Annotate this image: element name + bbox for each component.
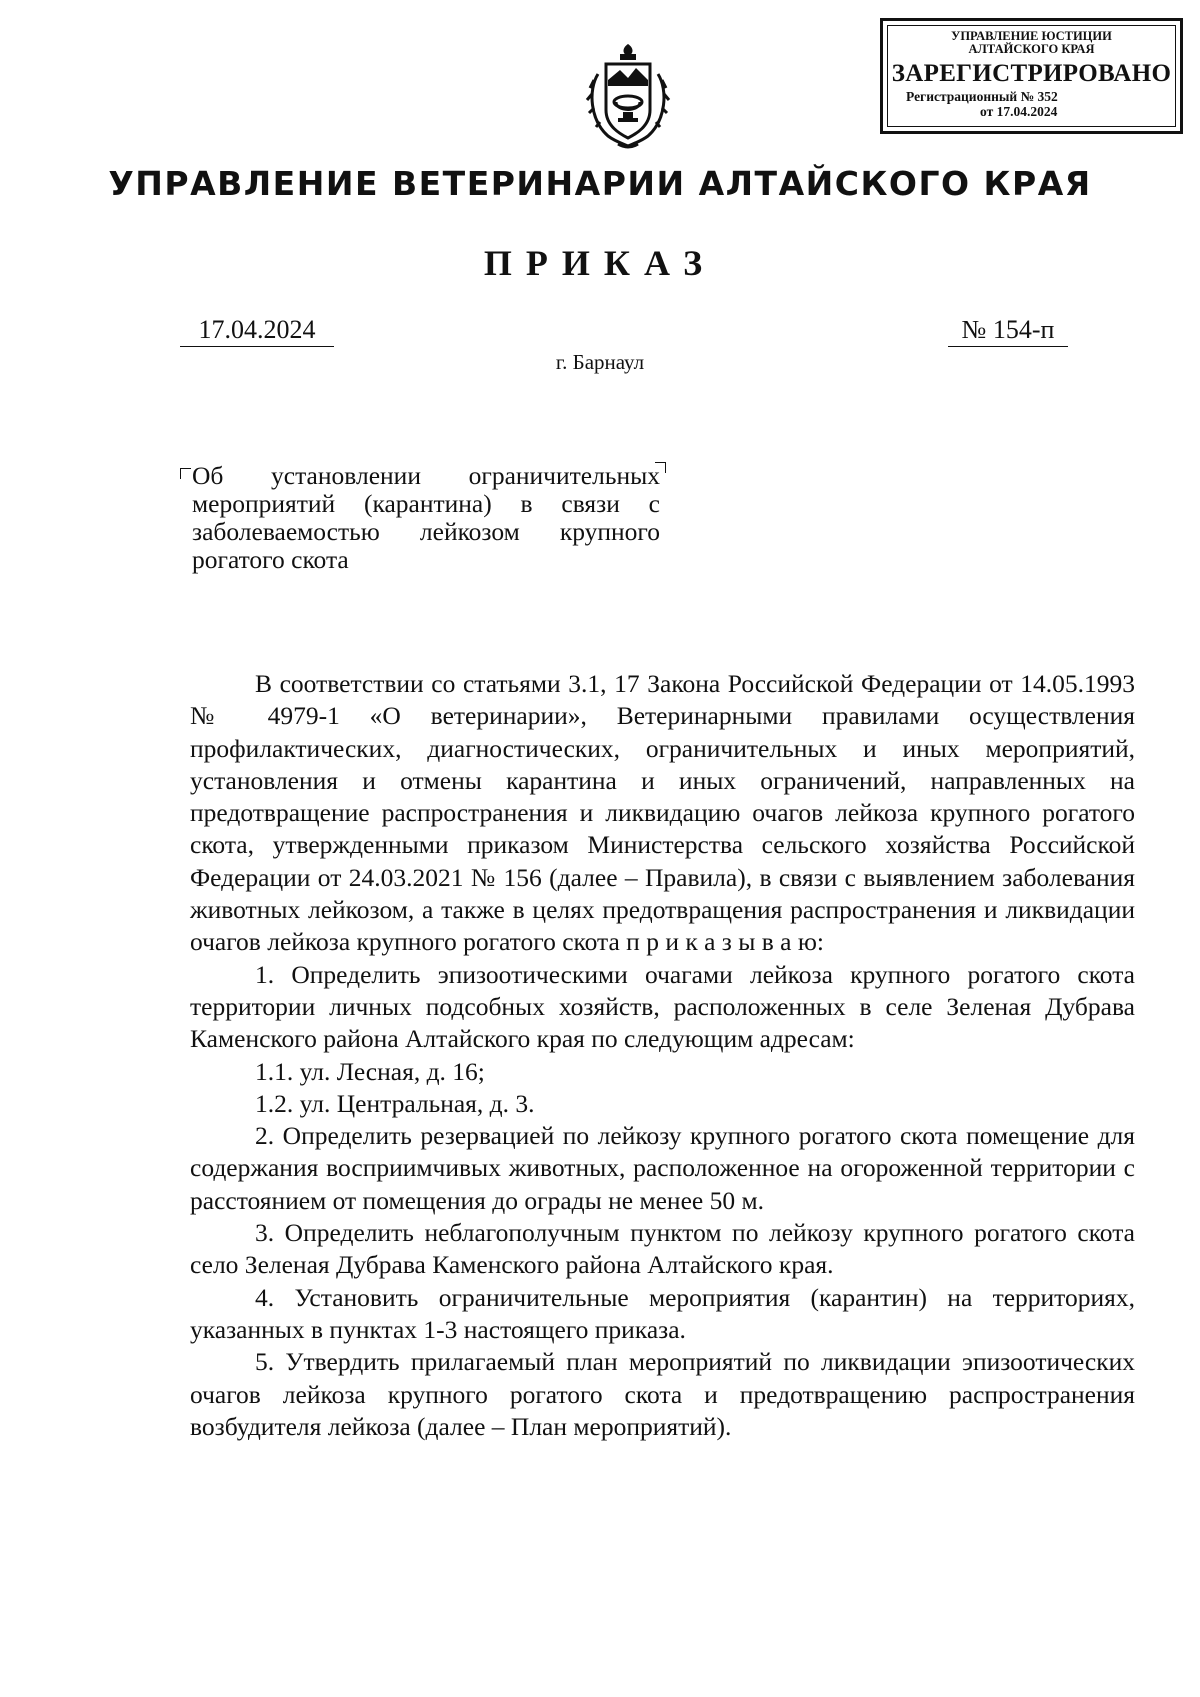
item-3: 3. Определить неблагополучным пунктом по лейкозу крупного рогатого скота село Зеленая Дубрава Каменского района Алтайского края. xyxy=(190,1218,1135,1280)
stamp-reg-number: Регистрационный № 352 xyxy=(906,89,1058,104)
item-1: 1. Определить эпизоотическими очагами лейкоза крупного рогатого скота территории личных подсобных хозяйств, расположенных в селе Зеленая Дубрава Каменского района Алтайского края по следующим адресам: xyxy=(190,959,1135,1054)
preamble-paragraph xyxy=(190,668,1135,959)
city: г. Барнаул xyxy=(555,350,645,374)
stamp-status: ЗАРЕГИСТРИРОВАНО xyxy=(891,60,1172,87)
document-type: ПРИКАЗ xyxy=(483,243,717,283)
stamp-department: УПРАВЛЕНИЕ ЮСТИЦИИ АЛТАЙСКОГО КРАЯ xyxy=(951,29,1112,56)
order-subject: Об установлении ограничительных мероприятий (карантина) в связи с заболеваемостью лейкозом крупного рогатого скота xyxy=(192,461,660,574)
item-1-2: 1.2. ул. Центральная, д. 3. xyxy=(255,1088,535,1118)
preamble-text: В соответствии со статьями 3.1, 17 Закона Российской Федерации от 14.05.1993 № 4979-1 «О ветеринарии», Ветеринарными правилами осуществления профилактических, диагностических, ограничительных и иных мероприятий, установления и отмены карантина и иных ограничений, направленных на предотвращение распространения и ликвидацию очагов лейкоза крупного рогатого скота, утвержденными приказом Министерства сельского хозяйства Российской Федерации от 24.03.2021 № 156 (далее – Правила), в связи с выявлением заболевания животных лейкозом, а также в целях предотвращения распространения и ликвидации очагов лейкоза крупного рогатого скота xyxy=(190,669,1135,957)
stamp-reg-date: от 17.04.2024 xyxy=(980,104,1058,119)
item-5: 5. Утвердить прилагаемый план мероприятий по ликвидации эпизоотических очагов лейкоза крупного рогатого скота и предотвращению распространения возбудителя лейкоза (далее – План мероприятий). xyxy=(190,1347,1135,1441)
altai-krai-coat-of-arms-icon xyxy=(578,40,678,152)
order-word: п р и к а з ы в а ю: xyxy=(626,927,824,957)
registration-stamp xyxy=(880,18,1183,134)
item-1-1: 1.1. ул. Лесная, д. 16; xyxy=(255,1056,485,1086)
stamp-frame xyxy=(887,25,1176,127)
subject-bracket-left xyxy=(180,468,191,479)
order-date: 17.04.2024 xyxy=(180,314,334,347)
item-2: 2. Определить резервацией по лейкозу крупного рогатого скота помещение для содержания восприимчивых животных, расположенное на огороженной территории с расстоянием от помещения до ограды не менее 50 м. xyxy=(190,1121,1135,1215)
item-4: 4. Установить ограничительные мероприятия (карантин) на территориях, указанных в пунктах 1-3 настоящего приказа. xyxy=(190,1282,1135,1344)
order-number: № 154-п xyxy=(948,314,1068,347)
order-body xyxy=(190,668,1135,1443)
organization-title: УПРАВЛЕНИЕ ВЕТЕРИНАРИИ АЛТАЙСКОГО КРАЯ xyxy=(108,164,1092,203)
